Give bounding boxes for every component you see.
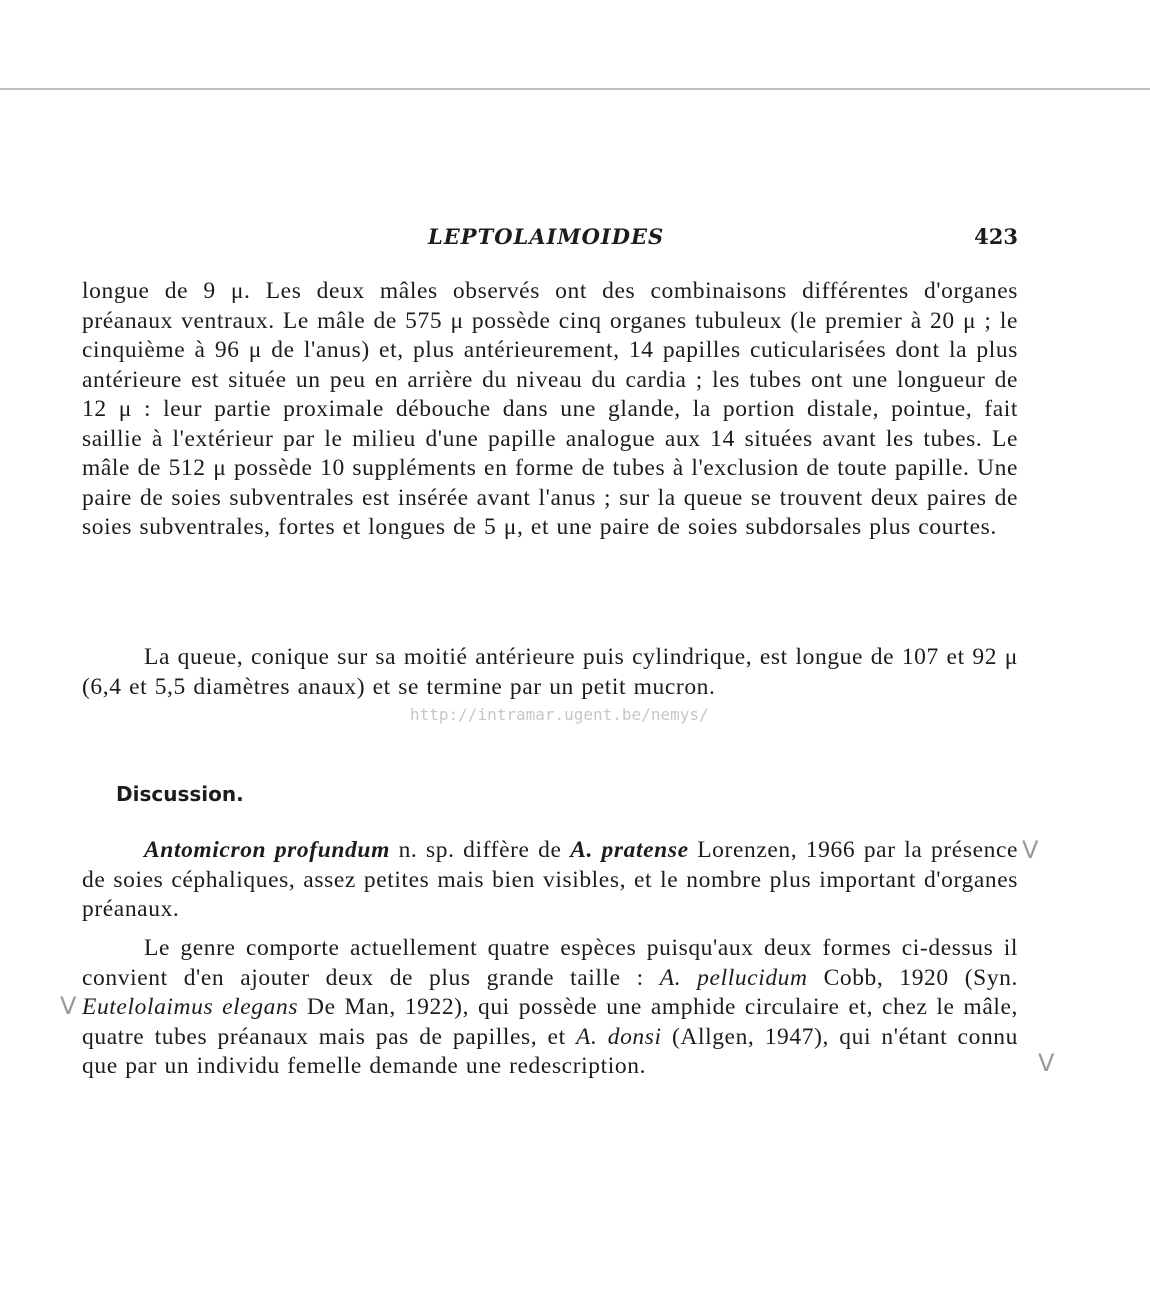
species-name: Eutelolaimus elegans bbox=[82, 994, 299, 1020]
paragraph-text: Le genre comporte actuellement quatre espèces puisqu'aux deux formes ci-dessus il convient d'en ajouter deux de plus grande taille : bbox=[82, 935, 1018, 991]
paragraph-text: De Man, 1922), qui possède une amphide circulaire et, chez le mâle, quatre tubes préanaux mais pas de papilles, et bbox=[82, 994, 1018, 1050]
species-name: A. pellucidum bbox=[659, 964, 808, 991]
watermark-url: http://intramar.ugent.be/nemys/ bbox=[410, 705, 709, 724]
discussion-heading: Discussion. bbox=[116, 782, 244, 806]
paragraph-discussion-genus bbox=[82, 934, 1018, 1082]
page-header bbox=[82, 224, 1018, 254]
paragraph-discussion-comparison bbox=[82, 836, 1018, 925]
scan-edge-line bbox=[0, 88, 1150, 90]
page-number: 423 bbox=[974, 224, 1018, 249]
species-name: Antomicron profundum bbox=[144, 837, 390, 863]
paragraph-text: (Allgen, 1947), qui n'étant connu que par un individu femelle demande une redescription. bbox=[82, 1023, 1018, 1079]
paragraph-text: n. sp. diffère de bbox=[389, 837, 571, 863]
paragraph-male-description: longue de 9 μ. Les deux mâles observés ont des combinaisons différentes d'organes préanaux ventraux. Le mâle de 575 μ possède cinq organes tubuleux (le premier à 20 μ ; le cinquième à 96 μ de l'anus) et, plus antérieurement, 14 papilles cuticularisées dont la plus antérieure est située un peu en arrière du niveau du cardia ; les tubes ont une longueur de 12 μ : leur partie proximale débouche dans une glande, la portion distale, pointue, fait saillie à l'extérieur par le milieu d'une papille analogue aux 14 situées avant les tubes. Le mâle de 512 μ possède 10 suppléments en forme de tubes à l'exclusion de toute papille. Une paire de soies subventrales est insérée avant l'anus ; sur la queue se trouvent deux paires de soies subventrales, fortes et longues de 5 μ, et une paire de soies subdorsales plus courtes. bbox=[82, 278, 1018, 540]
margin-check-mark: V bbox=[1038, 1049, 1055, 1077]
species-name: A. pratense bbox=[570, 837, 689, 863]
paragraph-tail-description: La queue, conique sur sa moitié antérieure puis cylindrique, est longue de 107 et 92 μ (6,4 et 5,5 diamètres anaux) et se termine par un petit mucron. bbox=[82, 644, 1018, 700]
margin-check-mark: V bbox=[60, 992, 77, 1020]
running-title: LEPTOLAIMOIDES bbox=[428, 224, 665, 249]
species-name: A. donsi bbox=[576, 1023, 662, 1050]
margin-check-mark: V bbox=[1022, 836, 1039, 864]
paragraph-text: Lorenzen, 1966 par la présence de soies céphaliques, assez petites mais bien visibles, et le nombre plus important d'organes préanaux. bbox=[82, 837, 1019, 922]
paragraph-text: Cobb, 1920 (Syn. bbox=[807, 964, 1019, 991]
